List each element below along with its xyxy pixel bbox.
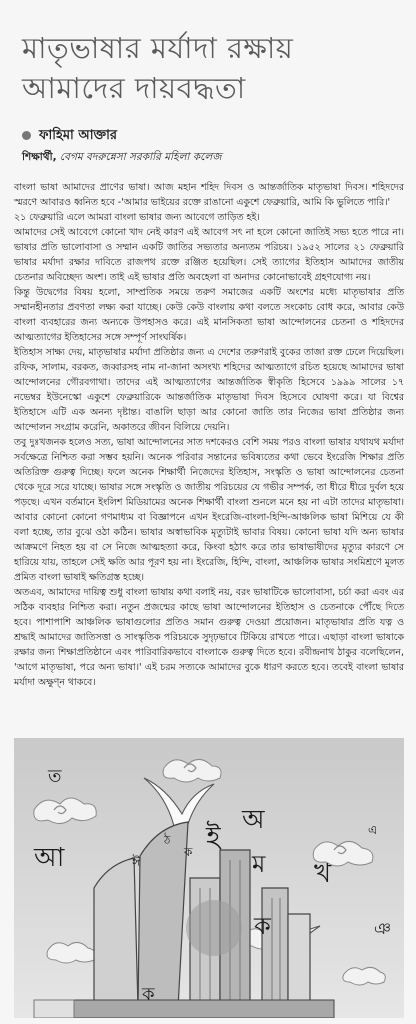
letter: ত — [48, 766, 62, 787]
author-role — [22, 150, 222, 167]
institution-name: বেগম বদরুন্নেসা সরকারি মহিলা কলেজ — [59, 151, 222, 163]
role-label: শিক্ষার্থী, — [22, 151, 57, 163]
title-line-2: আমাদের দায়বদ্ধতা — [22, 71, 246, 105]
paragraph: ইতিহাস সাক্ষ্য দেয়, মাতৃভাষার মর্যাদা প্রতিষ্ঠার জন্য এ দেশের তরুণরাই বুকের তাজা রক্ত ঢেলে দিয়েছিল। রফিক, সালাম, বরকত, জব্বারসহ নাম না-জানা অসংখ্য শহিদের আত্মত্যাগে রচিত হয়েছে আমাদের ভাষা আন্দোলনের গৌরবগাথা। তাদের এই আত্মত্যাগের আন্তর্জাতিক স্বীকৃতি হিসেবে ১৯৯৯ সালের ১৭ নভেম্বর ইউনেস্কো একুশে ফেব্রুয়ারিকে আন্তর্জাতিক মাতৃভাষা দিবস হিসেবে ঘোষণা করে। যা বিশ্বের ইতিহাসে এটি এক অনন্য দৃষ্টান্ত। বাঙালি ছাড়া আর কোনো জাতি তার নিজের ভাষা প্রতিষ্ঠার জন্য আন্দোলন সংগ্রাম করেনি, অকাতরে জীবন বিলিয়ে দেয়নি। — [14, 347, 404, 433]
sun-circle — [186, 900, 242, 956]
paragraph: তবু দুঃখজনক হলেও সত্য, ভাষা আন্দোলনের সাত দশকেরও বেশি সময় পরও বাংলা ভাষার যথাযথ মর্যাদা সর্বক্ষেত্রে নিশ্চিত করা সম্ভব হয়নি। অনেক পরিবার সন্তানের ভবিষ্যতের কথা ভেবে ইংরেজি শিক্ষার প্রতি অতিরিক্ত গুরুত্ব দিচ্ছে। ফলে অনেক শিক্ষার্থী নিজেদের ইতিহাস, সংস্কৃতি ও ভাষা আন্দোলনের চেতনা থেকে দূরে সরে যাচ্ছে। ভাষার সঙ্গে সংস্কৃতি ও জাতীয় পরিচয়ের যে গভীর সম্পর্ক, তা ধীরে ধীরে দুর্বল হয়ে পড়ছে। এখন বর্তমানে ইংলিশ মিডিয়ামের অনেক শিক্ষার্থী বাংলা শুনলে মনে হয় না এটা তাদের মাতৃভাষা। আবার কোনো কোনো গণমাধ্যম বা বিজ্ঞাপনে এখন ইংরেজি-বাংলা-হিন্দি-আঞ্চলিক ভাষা মিশিয়ে যে কী বলা হচ্ছে, তার বুঝে ওঠা কঠিন। ভাষার অস্বাভাবিক মৃত্যুটাই ভাবার বিষয়। কোনো ভাষা যদি অন্য ভাষার আক্রমণে নিহত হয় বা সে নিজে আত্মহত্যা করে, কিংবা হঠাৎ করে তার ভাষাভাষীদের মৃত্যুর কারণে সে হারিয়ে যায়, তাহলে সেই ক্ষতি আর পূরণ হয় না। ইংরেজি, হিন্দি, বাংলা, আঞ্চলিক ভাষার সংমিশ্রণে মূলত প্রমিত বাংলা ভাষাই ক্ষতিগ্রস্ত হচ্ছে। — [14, 437, 404, 583]
base-step — [34, 1000, 74, 1018]
paragraph: ২১ ফেব্রুয়ারি এলে আমরা বাংলা ভাষার জন্য আবেগে তাড়িত হই। — [14, 212, 260, 223]
letter: ঠ — [164, 833, 171, 847]
letter: ম — [252, 850, 266, 878]
letter: ক — [184, 845, 193, 859]
paragraph: আমাদের সেই আবেগে কোনো খাদ নেই কারণ এই আবেগ সৎ না হলে কোনো জাতিই সভ্য হতে পারে না। ভাষার প্রতি ভালোবাসা ও সম্মান একটি জাতির সভ্যতার অন্যতম পরিচয়। ১৯৫২ সালের ২১ ফেব্রুয়ারি ভাষার মর্যাদা রক্ষার দাবিতে রাজপথ রক্তে রঞ্জিত হয়েছিল। সেই ত্যাগের ইতিহাস আমাদের জাতীয় চেতনার অবিচ্ছেদ্য অংশ। তাই এই ভাষার প্রতি অবহেলা বা অনাদর কোনোভাবেই গ্রহণযোগ্য নয়। — [14, 227, 404, 283]
letter: ই — [206, 820, 221, 853]
paragraph: বাংলা ভাষা আমাদের প্রাণের ভাষা। আজ মহান শহিদ দিবস ও আন্তর্জাতিক মাতৃভাষা দিবস। শহিদদের স্মরণে আবারও ধ্বনিত হবে -'আমার ভাইয়ের রক্তে রাঙানো একুশে ফেব্রুয়ারি, আমি কি ভুলিতে পারি।' — [14, 182, 404, 208]
letter: অ — [242, 805, 265, 835]
minar-pillar — [288, 914, 310, 1008]
letter: ক — [142, 984, 155, 1005]
letter: ক — [254, 912, 271, 940]
bullet-icon — [22, 131, 31, 140]
letter: আ — [34, 843, 65, 873]
minar-base — [74, 1000, 334, 1018]
article-body — [14, 180, 404, 690]
author-name: ফাহিমা আক্তার — [39, 128, 118, 143]
author-byline — [22, 126, 117, 147]
paragraph: অতএব, আমাদের দায়িত্ব শুধু বাংলা ভাষায় কথা বলাই নয়, বরং ভাষাটিকে ভালোবাসা, চর্চা করা এবং এর সঠিক ব্যবহার নিশ্চিত করা। নতুন প্রজন্মের কাছে ভাষা আন্দোলনের ইতিহাস ও চেতনাকে পৌঁছে দিতে হবে। পাশাপাশি আঞ্চলিক ভাষাগুলোর প্রতিও সমান গুরুত্ব দেওয়া প্রয়োজন। মাতৃভাষার প্রতি যত্ন ও শ্রদ্ধাই আমাদের জাতিসত্তা ও সাংস্কৃতিক পরিচয়কে সুদৃঢ়ভাবে টিকিয়ে রাখতে পারে। এছাড়া বাংলা ভাষাকে রক্ষার জন্য শিক্ষাপ্রতিষ্ঠানে এবং পারিবারিকভাবে বাংলাকে গুরুত্ব দিতে হবে। রবীন্দ্রনাথ ঠাকুর বলেছিলেন, 'আগে মাতৃভাষা, পরে অন্য ভাষা।' এই চরম সত্যকে আমাদের বুকে ধারণ করতে হবে। তবেই বাংলা ভাষার মর্যাদা অক্ষুণ্ন থাকবে। — [14, 587, 404, 688]
title-line-1: মাতৃভাষার মর্যাদা রক্ষায় — [22, 31, 294, 65]
shaheed-minar-illustration — [14, 738, 404, 1018]
letter: ঞ — [374, 919, 391, 938]
letter: খ — [314, 859, 332, 889]
letter: ঈ — [132, 855, 141, 870]
paragraph: কিন্তু উদ্বেগের বিষয় হলো, সাম্প্রতিক সময়ে তরুণ সমাজের একটি অংশের মধ্যে মাতৃভাষার প্রতি সম্মানহীনতার প্রবণতা লক্ষ্য করা যাচ্ছে। কেউ কেউ বাংলায় কথা বলতে সংকোচ বোধ করে, আবার কেউ বাংলা ব্যবহারের জন্য অন্যকে উপহাসও করে। এই মানসিকতা ভাষা আন্দোলনের চেতনা ও শহিদদের আত্মত্যাগের ইতিহাসের সঙ্গে সম্পূর্ণ সাংঘর্ষিক। — [14, 287, 404, 343]
minar-pillar — [94, 858, 138, 1008]
letter: এ — [368, 823, 378, 837]
article-title — [22, 28, 402, 108]
minar-pillar — [262, 888, 288, 1008]
